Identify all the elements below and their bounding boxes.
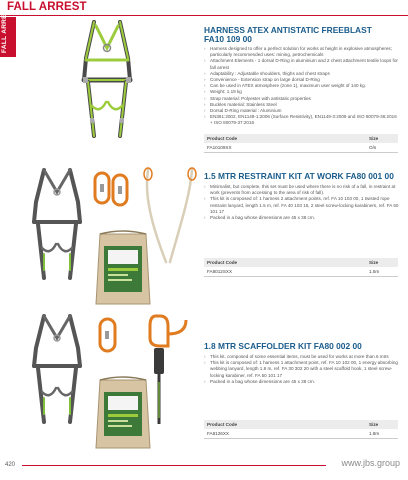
kit-bag-image <box>92 226 154 306</box>
table-row <box>204 429 398 439</box>
table-header <box>204 258 398 267</box>
table-row <box>204 267 398 277</box>
product-1-title <box>204 26 372 45</box>
product-2-bullets <box>204 184 400 221</box>
side-tab-label: FALL ARREST <box>1 5 8 53</box>
product-3-bullet: › This kit, composed of some essential items, must be used for works at more than 6 mtrs <box>204 354 400 360</box>
product-1-bullet: › Harness designed to offer a perfect solution for works at height in explosive atmospheres; particularly recommended uses: mining, petrochemicals <box>204 46 400 58</box>
product-1-bullets <box>204 46 400 127</box>
karabiner-image-2 <box>96 316 120 356</box>
product-size: O/s <box>369 145 377 150</box>
page-number: 420 <box>5 462 16 468</box>
harness-grey-image-2 <box>26 312 88 430</box>
table-header <box>204 134 398 143</box>
product-2-bullet: › This kit is composed of: 1 harness 2 attachment points, ref. FA 10 103 00, 1 twisted rope restraint lanyard, length 1.5 m, ref. FA 40 103 15, 2 steel screw-locking karabiners, ref. FA 50 101 17 <box>204 196 400 215</box>
karabiner-image <box>92 170 132 210</box>
website-link[interactable]: www.jbs.group <box>341 458 400 468</box>
product-1-table <box>204 134 398 153</box>
product-1-bullet: › Can be used in ATEX atmosphere (zone 1), maximum user weight of 140 kg. <box>204 83 400 89</box>
product-1-bullet: › Dorsal D-Ring material : Aluminium <box>204 108 400 114</box>
table-row <box>204 143 398 153</box>
header-divider <box>0 15 408 16</box>
product-code: FA8012SXX <box>207 269 233 274</box>
product-code: FA10109XX <box>207 145 232 150</box>
product-2-title <box>204 172 394 181</box>
table-header-code: Product Code <box>207 422 238 427</box>
product-1-bullet: › EN361:2002, EN1149-1:2006 (Surface Resistivity), EN1149-3:2009 and ISO 80079-36:2016 + ISO 80079-37:2016 <box>204 114 400 126</box>
table-header-size: Size <box>369 422 379 427</box>
product-code: FA8126XX <box>207 431 229 436</box>
product-1-bullet: › Strap material: Polyester with antistatic properties <box>204 96 400 102</box>
table-header <box>204 420 398 429</box>
product-2-bullet: › Minimalist, but complete, this set must be used where there is no risk of a fall, in restraint at work (prevents from accessing to the area of risk of fall). <box>204 184 400 196</box>
product-3-bullet: › This kit is composed of: 1 harness 1 attachment point, ref. FA 10 102 00, 1 energy absorbing webbing lanyard, length 1.8 m, ref. FA 30 302 20 with a steel scaffold hook, 1 steel screw-locking karabiner, ref. FA 50 101 17 <box>204 360 400 379</box>
product-3-title-line1: 1.8 MTR SCAFFOLDER KIT FA80 002 00 <box>204 341 362 351</box>
product-3-table <box>204 420 398 439</box>
footer-divider <box>22 465 326 466</box>
side-tab <box>0 5 16 57</box>
product-1-bullet: › Weight: 1.19 kg <box>204 89 400 95</box>
product-size: 1.8m <box>369 431 380 436</box>
table-header-code: Product Code <box>207 136 238 141</box>
product-1-bullet: › Convenience - Extension strap on large dorsal D-Ring <box>204 77 400 83</box>
kit-bag-image-2 <box>92 372 154 450</box>
product-size: 1.5m <box>369 269 380 274</box>
harness-atex-image <box>72 18 142 148</box>
table-header-size: Size <box>369 260 379 265</box>
harness-grey-image <box>26 166 88 286</box>
section-title: FALL ARREST <box>7 1 87 13</box>
table-header-code: Product Code <box>207 260 238 265</box>
product-1-title-line1: HARNESS ATEX ANTISTATIC FREEBLAST <box>204 25 372 35</box>
product-3-title <box>204 342 362 351</box>
product-1-bullet: › Adaptability : Adjustable shoulders, thighs and chest straps <box>204 71 400 77</box>
product-2-bullet: › Packed in a bag whose dimensions are 45 x 38 cm. <box>204 215 400 221</box>
table-header-size: Size <box>369 136 379 141</box>
product-2-title-line1: 1.5 MTR RESTRAINT KIT AT WORK FA80 001 00 <box>204 171 394 181</box>
product-1-bullet: › Attachment Elements - 1 dorsal D-Ring in aluminium and 2 chest attachment textile loops for fall arrest <box>204 58 400 70</box>
product-3-bullet: › Packed in a bag whose dimensions are 45 x 38 cm. <box>204 379 400 385</box>
product-1-title-line2: FA10 109 00 <box>204 34 252 45</box>
product-3-bullets <box>204 354 400 385</box>
product-1-bullet: › Buckles material: Stainless Steel <box>204 102 400 108</box>
product-2-table <box>204 258 398 277</box>
